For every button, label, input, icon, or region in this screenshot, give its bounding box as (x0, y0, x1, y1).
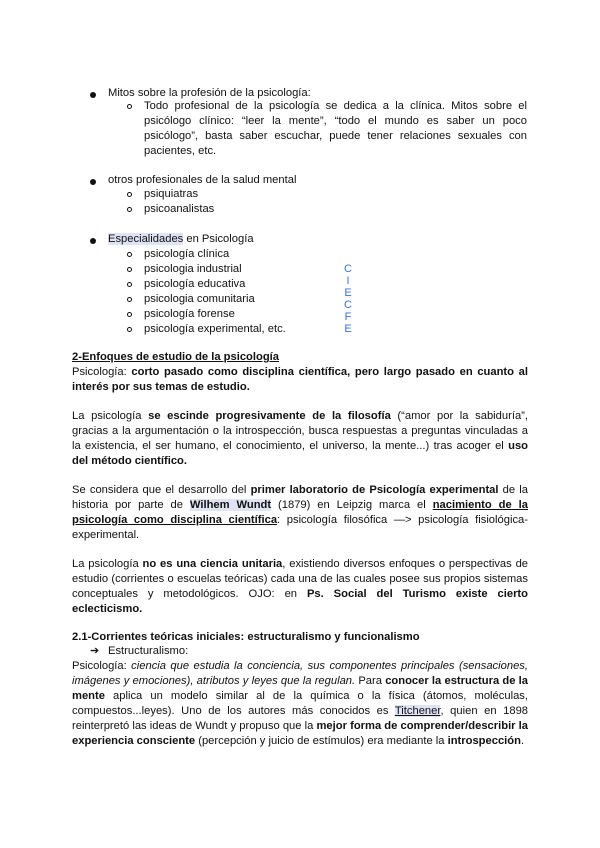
text-run: Psicología: (72, 660, 132, 672)
bullet-dot (90, 238, 96, 244)
bullet-circle (127, 282, 132, 287)
bullet-circle (127, 312, 132, 317)
bold-text: se escinde progresivamente de la filosofía (148, 410, 391, 422)
list-subitem: psicología educativa (144, 278, 246, 290)
underlined-bold-text: nacimiento de la psicología como disciplina científica (72, 499, 528, 526)
acronym-letter: E (344, 323, 352, 335)
text-run: , existiendo diversos enfoques o perspectivas de estudio (corrientes o escuelas teóricas) cada una de las cuales posee sus propios sistemas conceptuales y metodológicos. OJO: en (72, 558, 529, 600)
list-subitem: psicologia comunitaria (144, 293, 255, 305)
text-run: (percepción y juicio de estímulos) era mediante la (195, 735, 448, 747)
bullet-dot (90, 92, 96, 98)
paragraph (72, 483, 528, 543)
bullet-circle (127, 297, 132, 302)
bullet-circle (127, 267, 132, 272)
text-run: . (520, 735, 525, 747)
bullet-circle (127, 327, 132, 332)
heading-text: 2-Enfoques de estudio de la psicología (72, 351, 280, 363)
list-item-text: en Psicología (183, 233, 254, 245)
list-item-mitos: Mitos sobre la profesión de la psicología: (108, 87, 311, 99)
bold-text: introspección (447, 735, 521, 747)
bold-text: uso del método científico. (72, 440, 528, 467)
text-run: (“amor por la sabiduría”, gracias a la argumentación o la introspección, busca respuestas a preguntas vinculadas a la existencia, el ser humano, el conocimiento, el universo, la mente...) tras acoger el (72, 410, 528, 452)
bold-text: no es una ciencia unitaria (142, 558, 283, 570)
text-run: La psicología (72, 410, 149, 422)
italic-text: ciencia que estudia la conciencia, sus componentes principales (sensaciones, imágenes y emociones), atributos y leyes que la regulan. (72, 660, 528, 687)
list-subitem: psicologia industrial (144, 263, 242, 275)
text-run: , quien en 1898 reinterpretó las ideas de Wundt y propuso que la (72, 705, 529, 732)
bullet-circle (127, 207, 132, 212)
arrow-icon: ➔ (90, 645, 100, 657)
list-item-especialidades (108, 232, 254, 247)
acronym-ciecfe (343, 263, 353, 335)
section-heading (72, 350, 528, 365)
bold-text: Ps. Social del Turismo existe cierto eclecticismo. (72, 588, 528, 615)
text-run: aplica un modelo similar al de la química o la física (átomos, moléculas, compuestos...leyes). Uno de los autores más conocidos es (72, 690, 528, 717)
bold-text: mejor forma de comprender/describir la experiencia consciente (72, 720, 528, 747)
list-item-otros: otros profesionales de la salud mental (108, 174, 297, 186)
paragraph (72, 409, 528, 469)
paragraph (72, 557, 528, 617)
text-run: Se considera que el desarrollo del (72, 484, 251, 496)
bold-text: corto pasado como disciplina científica, pero largo pasado en cuanto al interés por sus temas de estudio. (72, 366, 528, 393)
list-item-estructuralismo: Estructuralismo: (108, 645, 189, 657)
acronym-letter: C (344, 299, 352, 311)
heading-text: 2.1-Corrientes teóricas iniciales: estructuralismo y funcionalismo (72, 631, 420, 643)
highlighted-underlined-text: Titchener (394, 705, 441, 717)
bold-text: primer laboratorio de Psicología experimental (250, 484, 499, 496)
highlighted-text: Especialidades (108, 233, 184, 245)
text-run: de la historia por parte de (72, 484, 528, 511)
bullet-circle (127, 252, 132, 257)
list-subitem: psicología experimental, etc. (144, 323, 286, 335)
list-subitem: psicología forense (144, 308, 235, 320)
bullet-circle (127, 104, 132, 109)
text-run: Para (355, 675, 386, 687)
bullet-dot (90, 179, 96, 185)
paragraph (72, 365, 528, 395)
list-subitem: psicoanalistas (144, 203, 215, 215)
section-heading (72, 630, 528, 645)
list-subitem: psiquiatras (144, 188, 199, 200)
list-subitem: psicología clínica (144, 248, 230, 260)
text-run: : psicología filosófica —> psicología fisiológica-experimental. (72, 514, 528, 541)
text-run: Psicología: (72, 366, 132, 378)
bullet-circle (127, 192, 132, 197)
acronym-letter: I (346, 275, 350, 287)
acronym-letter: C (344, 263, 352, 275)
text-run: La psicología (72, 558, 143, 570)
acronym-letter: F (344, 311, 352, 323)
text-run: (1879) en Leipzig marca el (271, 499, 433, 511)
bold-text: conocer la estructura de la mente (72, 675, 528, 702)
paragraph (72, 659, 528, 749)
list-subitem-mitos: Todo profesional de la psicología se dedica a la clínica. Mitos sobre el psicólogo clínico: “leer la mente”, “todo el mundo es saber un poco psicólogo”, basta saber escuchar, puede tener relaciones sexuales con pacientes, etc. (144, 100, 527, 157)
acronym-letter: E (344, 287, 352, 299)
highlighted-bold-text: Wilhem Wundt (189, 499, 272, 511)
